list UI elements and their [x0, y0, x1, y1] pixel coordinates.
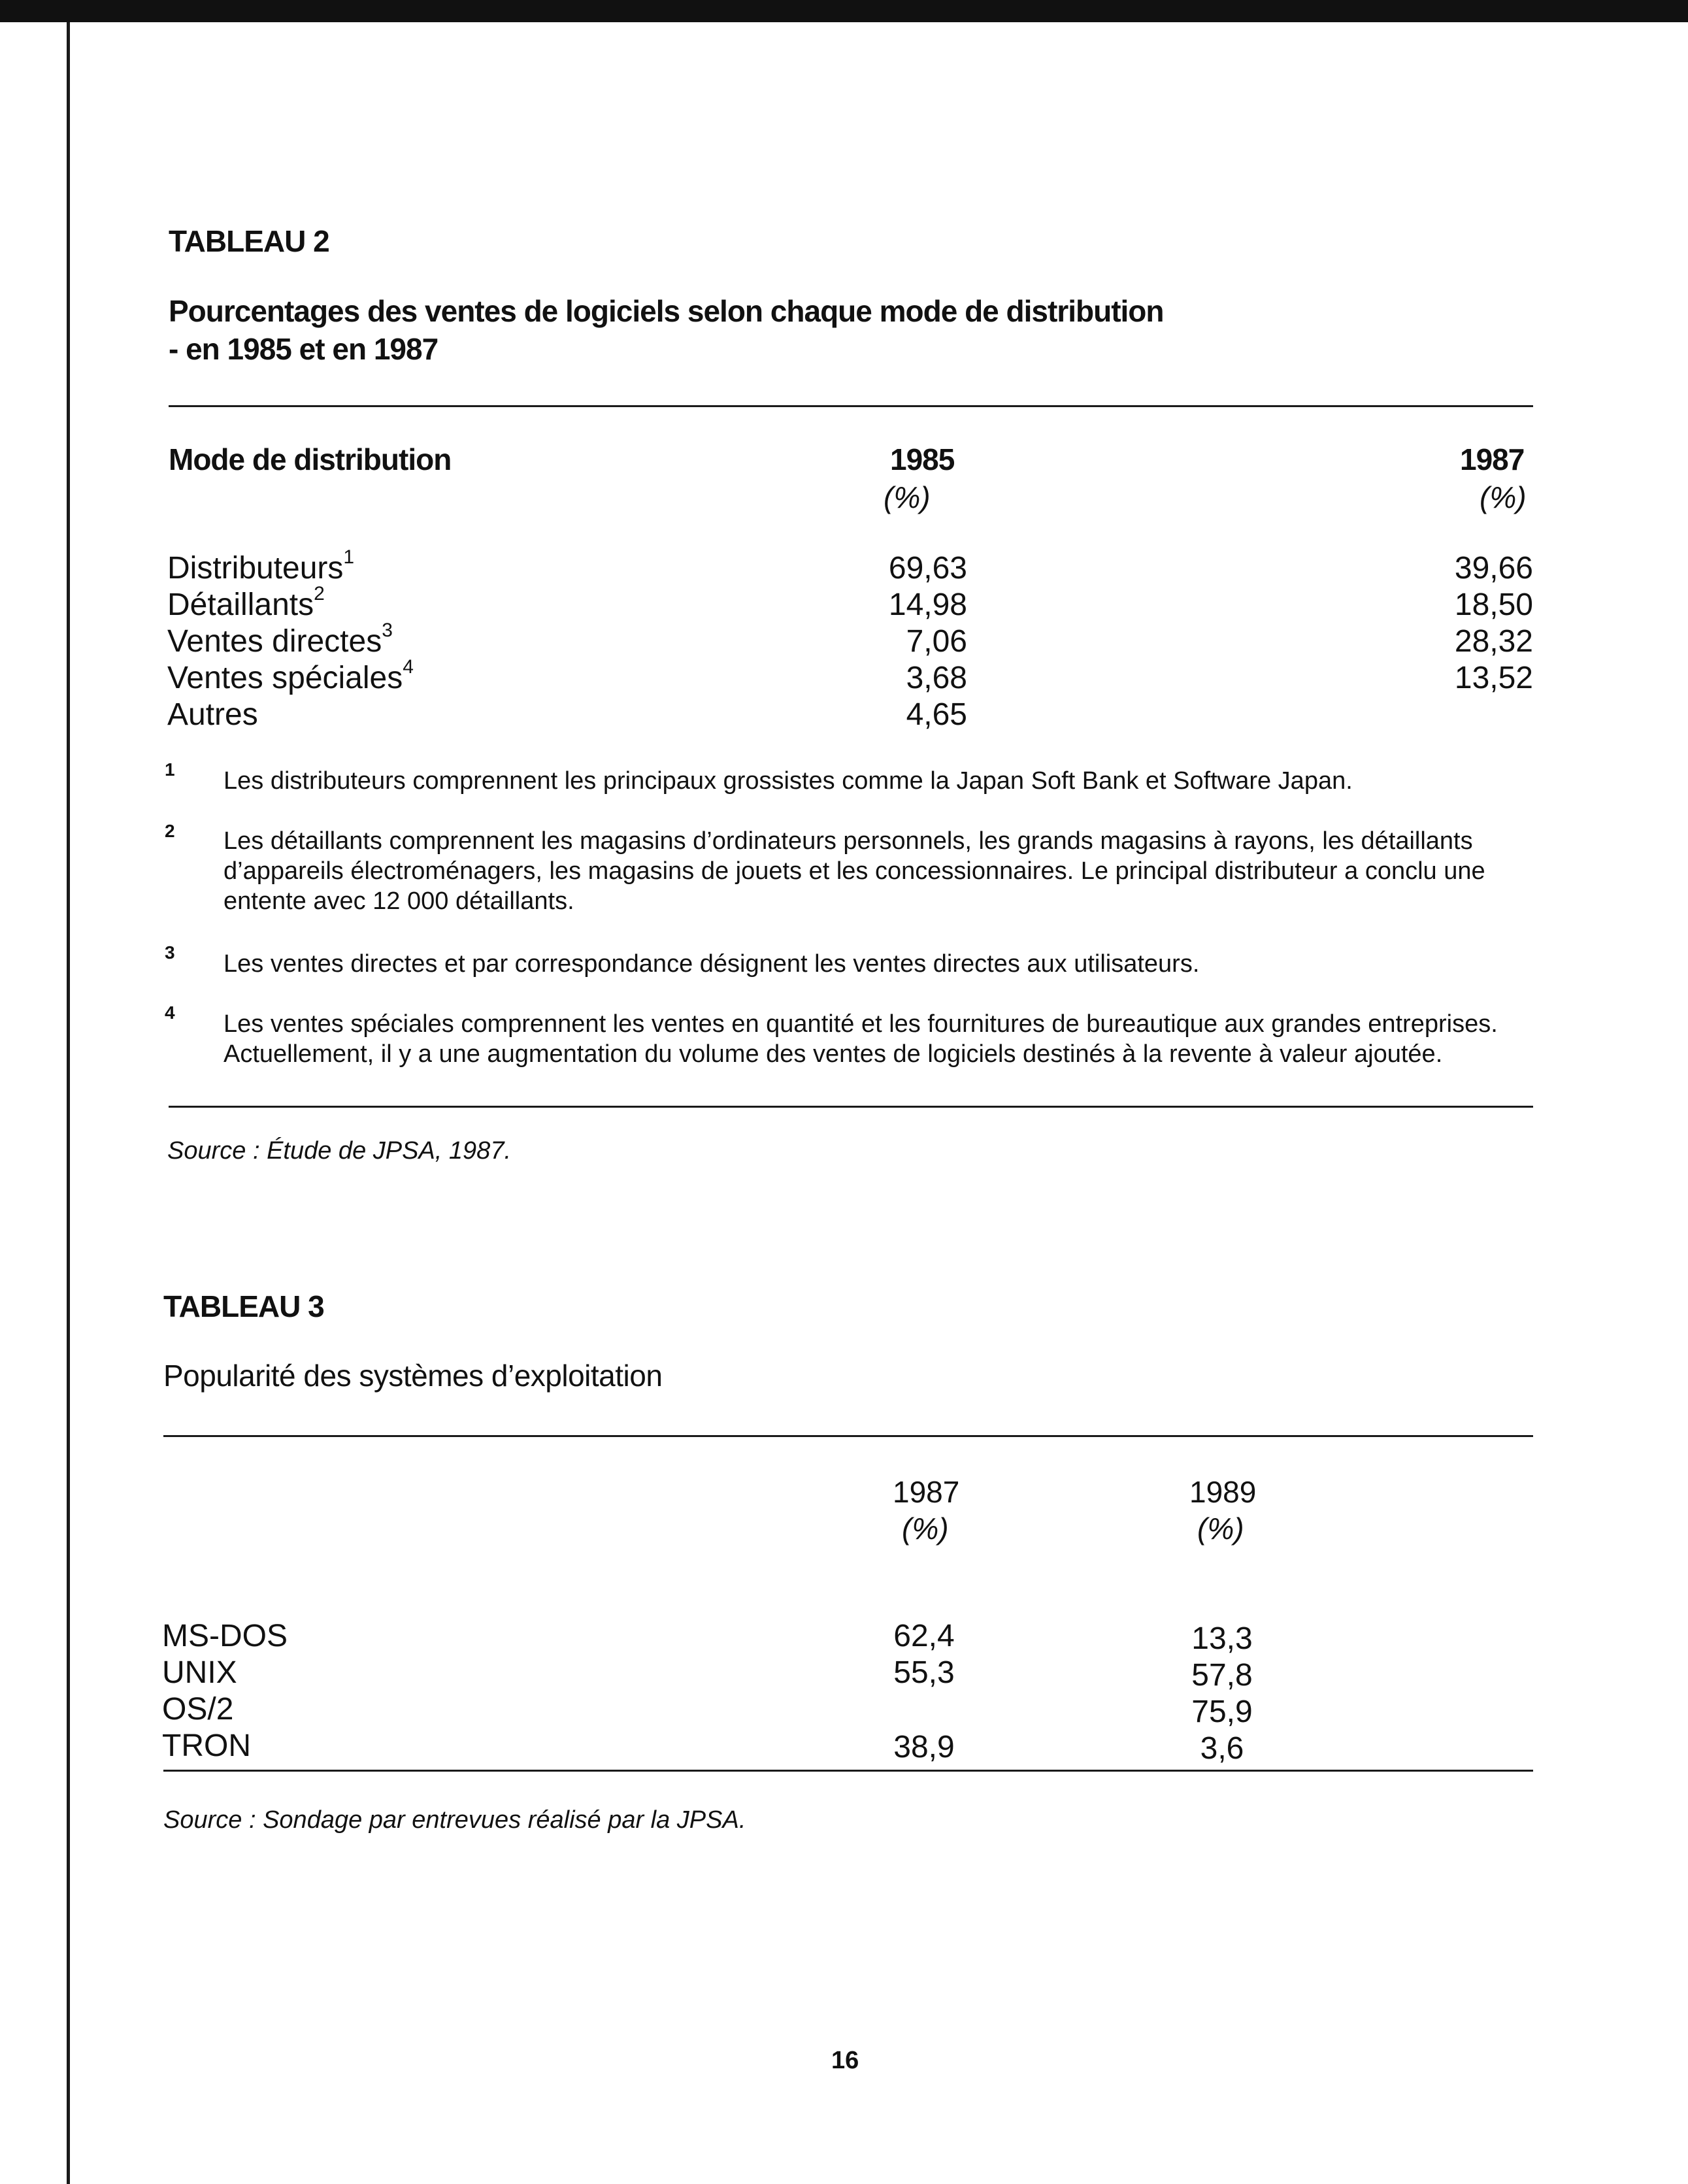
footnote-text: Les détaillants comprennent les magasins d’ordinateurs personnels, les grands magasins à rayons, les détaillants d’appareils électroménagers, les magasins de jouets et les concessionnaires. Le principal distributeur a conclu une entente avec 12 000 détaillants.: [223, 827, 1485, 915]
tableau3-unit-1987: (%): [902, 1512, 949, 1546]
tableau2-cell-1987: 28,32: [1454, 624, 1533, 659]
footnote-mark: 2: [165, 821, 175, 841]
tableau3-title: Popularité des systèmes d’exploitation: [163, 1359, 663, 1393]
footnote-ref: 4: [403, 656, 414, 678]
tableau2-cell-1987: 18,50: [1454, 587, 1533, 622]
tableau3-unit-1989: (%): [1197, 1512, 1244, 1546]
tableau2-col-mode: Mode de distribution: [169, 442, 452, 476]
tableau3-cell-1989: 3,6: [1200, 1731, 1244, 1766]
tableau2-cell-1985: 3,68: [906, 661, 967, 695]
footnote-text: Les ventes directes et par correspondance désignent les ventes directes aux utilisateurs.: [223, 950, 1200, 978]
tableau2-col-1987: 1987: [1460, 442, 1525, 476]
tableau2-cell-1985: 4,65: [906, 697, 967, 732]
tableau2-row-label: Détaillants$^2$: [167, 583, 325, 622]
tableau2-cell-1987: 39,66: [1454, 551, 1533, 586]
tableau3-cell-1987: 62,4: [893, 1619, 955, 1653]
tableau2-row-label: Distributeurs$^1$: [167, 546, 355, 586]
footnote-text: Les distributeurs comprennent les principaux grossistes comme la Japan Soft Bank et Software Japan.: [223, 767, 1353, 795]
scan-left-binding-line: [67, 22, 70, 2184]
footnote-text: Les ventes spéciales comprennent les ventes en quantité et les fournitures de bureautique aux grandes entreprises. Actuellement, il y a une augmentation du volume des ventes de logiciels destinés à la revente à valeur ajoutée.: [223, 1010, 1498, 1068]
tableau2-title-line1: Pourcentages des ventes de logiciels selon chaque mode de distribution: [169, 294, 1164, 328]
footnote-ref: 2: [314, 583, 325, 604]
tableau3-col-1987: 1987: [893, 1475, 960, 1509]
tableau3-bottom-rule: [163, 1770, 1533, 1772]
tableau2-cell-1985: 14,98: [888, 587, 967, 622]
tableau3-row-label: UNIX: [162, 1655, 237, 1690]
tableau3-source: Source : Sondage par entrevues réalisé par la JPSA.: [163, 1806, 746, 1834]
tableau2-label: TABLEAU 2: [169, 224, 329, 258]
tableau3-cell-1989: 57,8: [1191, 1658, 1253, 1693]
scan-top-border: [0, 0, 1688, 22]
tableau3-row-label: MS-DOS: [162, 1619, 288, 1653]
tableau2-row-label: Ventes spéciales$^4$: [167, 656, 414, 695]
tableau2-row-label: Autres: [167, 697, 258, 732]
footnote-mark: 4: [165, 1002, 175, 1023]
tableau2-row-label: Ventes directes$^3$: [167, 620, 393, 659]
tableau2-title-line2: - en 1985 et en 1987: [169, 332, 439, 366]
footnote-mark: 1: [165, 759, 175, 780]
tableau3-label: TABLEAU 3: [163, 1289, 324, 1323]
tableau3-cell-1987: 55,3: [893, 1655, 955, 1690]
tableau2-cell-1985: 7,06: [906, 624, 967, 659]
tableau2-unit-1985: (%): [884, 480, 931, 514]
tableau2-cell-1987: 13,52: [1454, 661, 1533, 695]
tableau2-bottom-rule: [169, 1106, 1533, 1108]
tableau3-row-label: OS/2: [162, 1692, 234, 1727]
tableau2-cell-1985: 69,63: [888, 551, 967, 586]
tableau2-top-rule: [169, 405, 1533, 407]
footnote-ref: 3: [382, 620, 393, 641]
tableau3-row-label: TRON: [162, 1729, 251, 1763]
tableau3-top-rule: [163, 1435, 1533, 1437]
footnote-mark: 3: [165, 942, 175, 963]
tableau2-col-1985: 1985: [890, 442, 955, 476]
footnote-ref: 1: [343, 546, 355, 568]
tableau3-cell-1987: 38,9: [893, 1730, 955, 1764]
tableau2-source: Source : Étude de JPSA, 1987.: [167, 1137, 512, 1165]
page-number: 16: [831, 2047, 859, 2074]
tableau2-unit-1987: (%): [1480, 480, 1527, 514]
tableau3-cell-1989: 13,3: [1191, 1621, 1253, 1656]
tableau3-col-1989: 1989: [1189, 1475, 1257, 1509]
tableau3-cell-1989: 75,9: [1191, 1695, 1253, 1729]
